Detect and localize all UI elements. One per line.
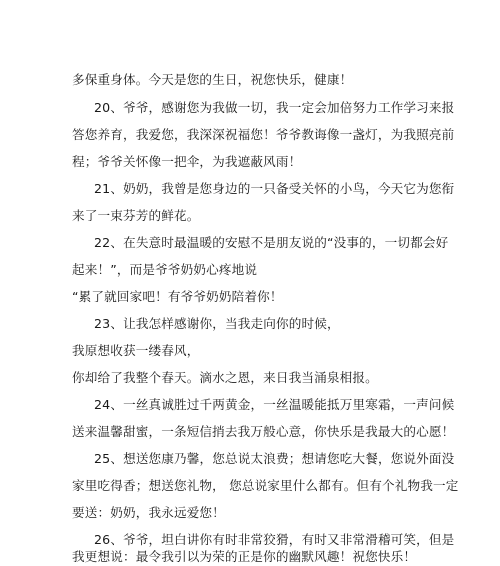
paragraph-line: 程；爷爷关怀像一把伞，为我遮蔽风雨！ [72, 154, 302, 169]
paragraph-line: 24、一丝真诚胜过千两黄金，一丝温暖能抵万里寒霜，一声问候 [94, 397, 455, 412]
paragraph-line: 你却给了我整个春天。滴水之恩，来日我当涌泉相报。 [72, 370, 378, 385]
paragraph-line: 起来！”，而是爷爷奶奶心疼地说 [72, 262, 258, 277]
paragraph-line: 家里吃得香；想送您礼物， 您总说家里什么都有。但有个礼物我一定 [72, 478, 459, 493]
paragraph-line: 多保重身体。今天是您的生日，祝您快乐，健康！ [72, 72, 353, 87]
paragraph-line: “累了就回家吧！有爷爷奶奶陪着你！ [72, 289, 283, 304]
paragraph-line: 22、在失意时最温暖的安慰不是朋友说的“没事的，一切都会好 [94, 235, 449, 250]
paragraph-line: 要送：奶奶，我永远爱您！ [72, 505, 225, 520]
paragraph-line: 答您养育，我爱您，我深深祝福您！爷爷教诲像一盏灯，为我照亮前 [72, 127, 455, 142]
paragraph-line: 我原想收获一缕春风， [72, 343, 200, 358]
paragraph-line: 25、想送您康乃馨，您总说太浪费；想请您吃大餐，您说外面没 [94, 451, 455, 466]
paragraph-line: 20、爷爷，感谢您为我做一切，我一定会加倍努力工作学习来报 [94, 100, 455, 115]
paragraph-line: 送来温馨甜蜜，一条短信捎去我万般心意，你快乐是我最大的心愿！ [72, 424, 455, 439]
paragraph-line: 21、奶奶，我曾是您身边的一只备受关怀的小鸟，今天它为您衔 [94, 181, 455, 196]
paragraph-line: 我更想说：最令我引以为荣的正是你的幽默风趣！祝您快乐！ [72, 549, 417, 564]
paragraph-line: 26、爷爷，坦白讲你有时非常狡猾，有时又非常滑稽可笑，但是 [94, 532, 455, 547]
paragraph-line: 来了一束芬芳的鲜花。 [72, 208, 200, 223]
paragraph-line: 23、让我怎样感谢你，当我走向你的时候， [94, 316, 340, 331]
